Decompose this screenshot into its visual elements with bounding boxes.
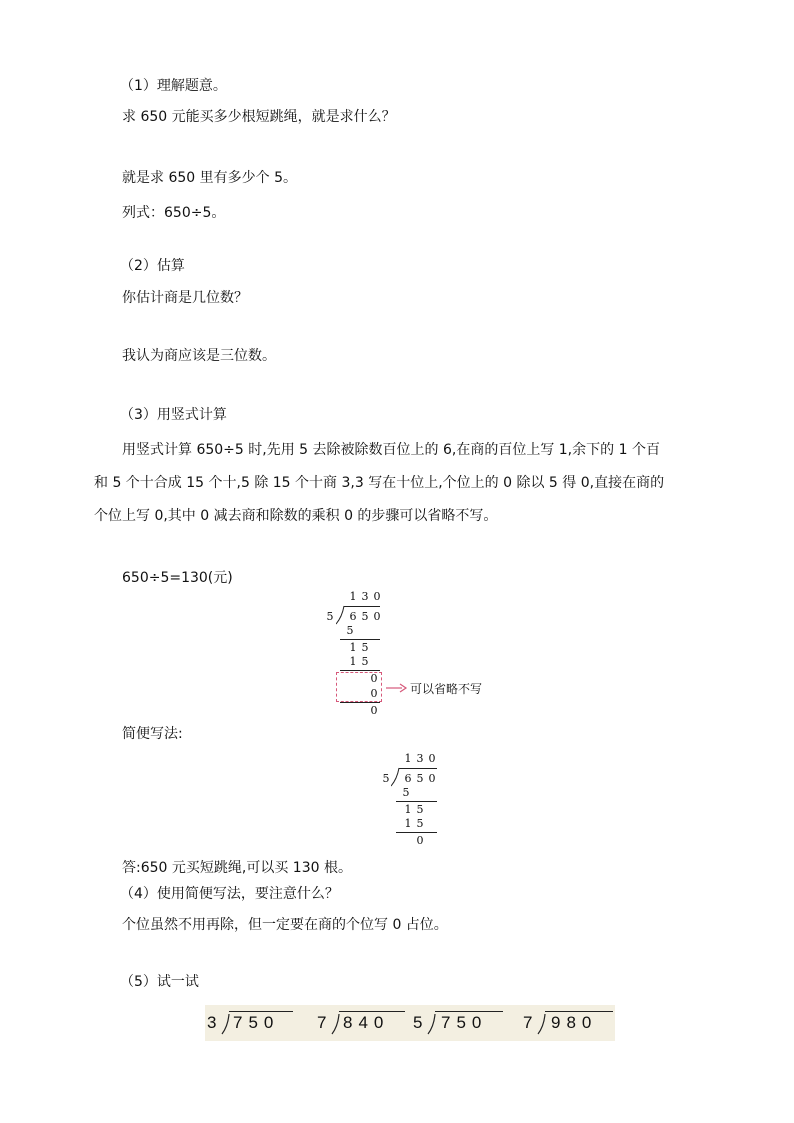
section-3-paragraph-line-1: 用竖式计算 650÷5 时,先用 5 去除被除数百位上的 6,在商的百位上写 1,余下的 1 个百 — [122, 442, 660, 458]
division-bracket — [427, 1013, 437, 1035]
quotient-digit: 0 — [428, 752, 436, 765]
step-digit: 0 — [370, 672, 378, 685]
practice-divisor: 3 — [207, 1013, 217, 1032]
dividend-digit: 6 — [404, 772, 412, 785]
section-3-paragraph-line-3: 个位上写 0,其中 0 减去商和除数的乘积 0 的步骤可以省略不写。 — [94, 508, 498, 524]
section-4-answer: 个位虽然不用再除，但一定要在商的个位写 0 占位。 — [122, 917, 448, 933]
step-digit: 1 — [404, 803, 412, 816]
practice-divisor: 5 — [413, 1013, 423, 1032]
division-bracket — [391, 767, 401, 787]
step-line — [340, 670, 380, 671]
arrow-right-icon — [386, 683, 408, 693]
step-line — [396, 832, 437, 833]
quotient-digit: 3 — [416, 752, 424, 765]
section-2-heading: （2）估算 — [120, 258, 185, 274]
practice-dividend: 840 — [343, 1013, 390, 1032]
quotient-digit: 3 — [361, 590, 369, 603]
practice-strip — [205, 1005, 615, 1041]
division-top-line — [229, 1011, 293, 1012]
practice-dividend: 750 — [441, 1013, 488, 1032]
step-digit: 5 — [346, 624, 354, 637]
simple-method-label: 简便写法: — [122, 726, 183, 742]
step-digit: 5 — [361, 655, 369, 668]
section-1-question: 求 650 元能买多少根短跳绳，就是求什么？ — [122, 109, 396, 125]
dividend-digit: 0 — [428, 772, 436, 785]
section-4-heading: （4）使用简便写法，要注意什么？ — [120, 886, 339, 902]
practice-dividend: 750 — [233, 1013, 280, 1032]
step-digit: 1 — [349, 655, 357, 668]
section-2-answer: 我认为商应该是三位数。 — [122, 348, 276, 364]
division-bracket — [336, 605, 346, 625]
dividend-digit: 5 — [361, 610, 369, 623]
practice-problem-2 — [317, 1011, 407, 1037]
omit-annotation: 可以省略不写 — [410, 682, 483, 696]
step-line — [396, 801, 437, 802]
step-line — [340, 702, 380, 703]
divisor: 5 — [382, 772, 390, 785]
long-division-simple — [380, 750, 460, 850]
division-top-line — [339, 1011, 405, 1012]
section-1-formula: 列式：650÷5。 — [122, 205, 226, 221]
practice-problem-4 — [523, 1011, 613, 1037]
equation: 650÷5=130(元) — [122, 570, 233, 586]
section-3-paragraph-line-2: 和 5 个十合成 15 个十,5 除 15 个十商 3,3 写在十位上,个位上的 0 除以 5 得 0,直接在商的 — [94, 475, 665, 491]
practice-divisor: 7 — [317, 1013, 327, 1032]
step-digit: 1 — [404, 817, 412, 830]
long-division-full — [322, 588, 512, 718]
quotient-digit: 1 — [349, 590, 357, 603]
step-digit: 5 — [416, 817, 424, 830]
section-5-heading: （5）试一试 — [120, 974, 199, 990]
division-top-line — [399, 768, 437, 769]
division-bracket — [221, 1013, 231, 1035]
step-digit: 0 — [370, 687, 378, 700]
division-bracket — [537, 1013, 547, 1035]
division-top-line — [545, 1011, 613, 1012]
division-bracket — [331, 1013, 341, 1035]
answer-sentence: 答:650 元买短跳绳,可以买 130 根。 — [122, 860, 352, 876]
quotient-digit: 1 — [404, 752, 412, 765]
practice-problem-3 — [413, 1011, 503, 1037]
section-3-heading: （3）用竖式计算 — [120, 407, 227, 423]
division-top-line — [435, 1011, 503, 1012]
dividend-digit: 0 — [373, 610, 381, 623]
dividend-digit: 6 — [349, 610, 357, 623]
practice-problem-1 — [207, 1011, 297, 1037]
divisor: 5 — [326, 610, 334, 623]
step-digit: 5 — [416, 803, 424, 816]
step-digit: 0 — [416, 834, 424, 847]
step-line — [340, 639, 380, 640]
section-1-answer: 就是求 650 里有多少个 5。 — [122, 170, 297, 186]
step-digit: 0 — [370, 704, 378, 717]
step-digit: 5 — [402, 786, 410, 799]
section-2-question: 你估计商是几位数？ — [122, 290, 248, 306]
step-digit: 5 — [361, 641, 369, 654]
practice-dividend: 980 — [551, 1013, 598, 1032]
dividend-digit: 5 — [416, 772, 424, 785]
step-digit: 1 — [349, 641, 357, 654]
practice-divisor: 7 — [523, 1013, 533, 1032]
omit-box — [336, 672, 382, 702]
quotient-digit: 0 — [373, 590, 381, 603]
division-top-line — [344, 606, 380, 607]
section-1-heading: （1）理解题意。 — [120, 78, 227, 94]
